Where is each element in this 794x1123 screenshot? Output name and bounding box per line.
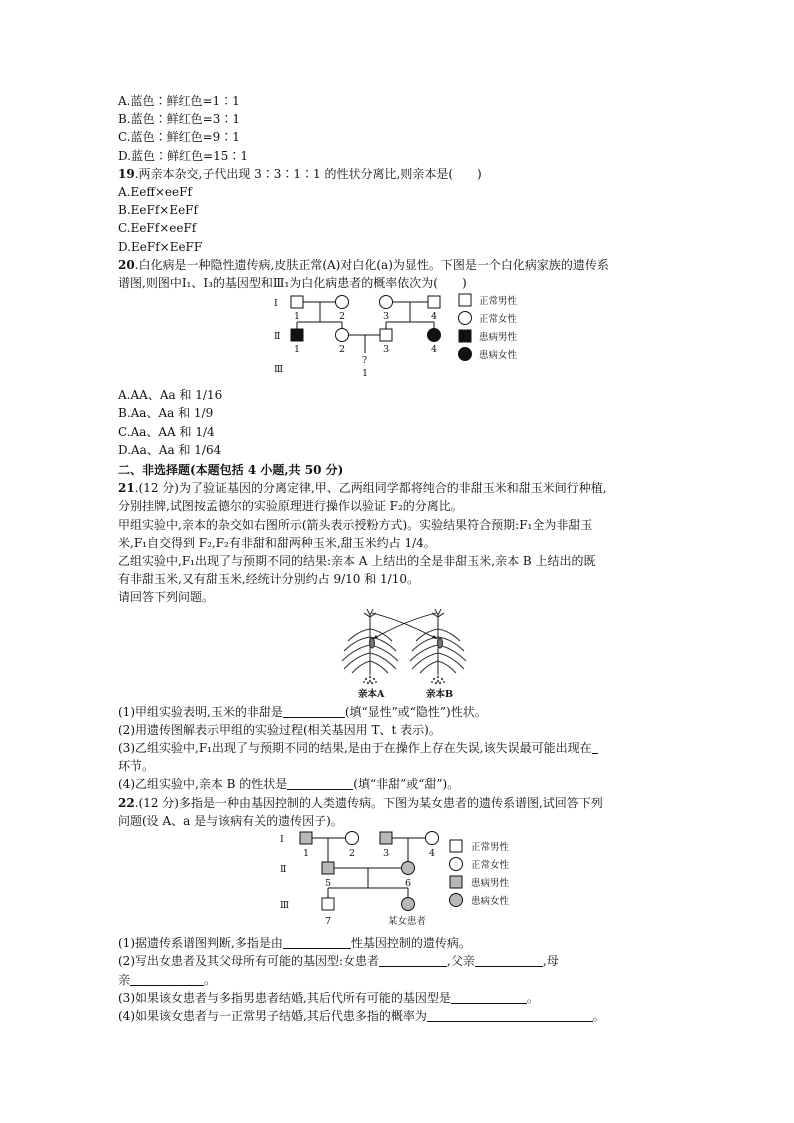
q22-patient-label: 某女患者: [388, 916, 427, 928]
q20-option-c: C.Aa、AA 和 1/4: [118, 424, 215, 439]
q20-legend-normal-male-symbol: [459, 294, 471, 306]
q20-ii-num-2: 2: [339, 344, 346, 356]
q19-stem-text: .两亲本杂交,子代出现 3∶3∶1∶1 的性状分离比,则亲本是( ): [134, 166, 482, 181]
q22-number: 22: [118, 795, 135, 810]
q22-sub1-text-b: 性基因控制的遗传病。: [350, 936, 471, 951]
q21-corn-svg: [338, 607, 478, 703]
q22-i-num-3: 3: [383, 848, 390, 860]
q20-legend-normal-female-symbol: [459, 312, 472, 325]
q22-iii7-normal-male: [322, 898, 334, 910]
q22-i2-normal-female: [346, 832, 359, 845]
q22-ii-num-5: 5: [325, 878, 332, 890]
q22-sub4-text-b: 。: [592, 1008, 605, 1023]
q21-line5: 乙组实验中,F₁出现了与预期不同的结果:亲本 A 上结出的全是非甜玉米,亲本 B 上结出的既: [118, 554, 596, 569]
q22-sub3-answer-blank[interactable]: [451, 991, 527, 1004]
q19-number: 19: [118, 166, 135, 181]
q22-pedigree-figure: [118, 830, 678, 934]
q19-option-a: A.Eeff×eeFf: [118, 185, 192, 200]
q21-sub2: (2)用遗传图解表示甲组的实验过程(相关基因用 T、t 表示)。: [118, 722, 441, 737]
q22-sub1-text-a: (1)据遗传系谱图判断,多指是由: [118, 936, 283, 951]
q18-option-c: C.蓝色∶鲜红色=9∶1: [118, 130, 240, 145]
q22-legend-normal-male-symbol: [450, 840, 462, 852]
q20-i2-normal-female: [336, 296, 349, 309]
q20-legend-affected-male: 患病男性: [479, 332, 518, 344]
q20-i1-normal-male: [291, 296, 303, 308]
parent-b-roots: [431, 675, 445, 683]
q22-sub4-text-a: (4)如果该女患者与一正常男子结婚,其后代患多指的概率为: [118, 1008, 427, 1023]
q20-ii-num-4: 4: [431, 344, 438, 356]
q22-legend-affected-female-symbol: [450, 894, 463, 907]
parent-a-plant: [342, 609, 398, 675]
q22-legend-normal-female-symbol: [450, 858, 463, 871]
q22-stem-text1: .(12 分)多指是一种由基因控制的人类遗传病。下图为某女患者的遗传系谱图,试回答下列: [134, 795, 603, 810]
q21-sub3-line2: 环节。: [118, 759, 155, 774]
q22-ii6-affected-female: [402, 862, 415, 875]
q22-i-num-2: 2: [349, 848, 356, 860]
q22-sub2-line2: [118, 971, 678, 989]
q22-i4-normal-female: [426, 832, 439, 845]
q18-option-b: B.蓝色∶鲜红色=3∶1: [118, 112, 240, 127]
pollination-arrows: [372, 613, 437, 639]
q20-gen-label-iii: Ⅲ: [274, 364, 284, 376]
q20-pedigree-svg: [270, 292, 570, 386]
q22-i3-affected-male: [380, 832, 392, 844]
q21-number: 21: [118, 481, 135, 496]
q21-line3: 甲组实验中,亲本的杂交如右图所示(箭头表示授粉方式)。实验结果符合预期:F₁全为非甜玉: [118, 517, 593, 532]
q21-sub1: [118, 703, 678, 721]
q20-legend-normal-male: 正常男性: [479, 296, 518, 308]
q22-ii-num-6: 6: [405, 878, 412, 890]
q18-option-a: A.蓝色∶鲜红色=1∶1: [118, 94, 240, 108]
q22-sub2-mother-blank[interactable]: [130, 973, 204, 986]
q20-ii1-affected-male: [291, 329, 303, 341]
q21-sub4: [118, 775, 678, 793]
q20-i4-normal-male: [428, 296, 440, 308]
q20-i-num-4: 4: [431, 311, 438, 323]
q21-sub1-text-a: (1)甲组实验表明,玉米的非甜是: [118, 704, 283, 719]
q20-option-b: B.Aa、Aa 和 1/9: [118, 406, 214, 421]
q21-sub3-line1: [118, 739, 678, 757]
q21-sub4-text-a: (4)乙组实验中,亲本 B 的性状是: [118, 777, 288, 792]
q21-sub1-answer-blank[interactable]: [283, 705, 345, 718]
q21-line1: [118, 479, 678, 497]
q22-sub2-text-b: ,父亲: [447, 954, 475, 969]
q20-ii3-normal-male: [380, 329, 392, 341]
q22-sub1-answer-blank[interactable]: [283, 936, 351, 949]
q20-ii-num-1: 1: [294, 344, 301, 356]
q20-pedigree-figure: [118, 292, 678, 386]
q21-corn-figure: [118, 607, 678, 703]
q20-gen-label-ii: Ⅱ: [274, 331, 281, 343]
q20-option-a: A.AA、Aa 和 1/16: [118, 388, 223, 403]
q22-gen-label-ii: Ⅱ: [280, 864, 287, 876]
q20-i-num-2: 2: [339, 311, 346, 323]
parent-a-label: 亲本A: [358, 688, 385, 700]
q20-option-d: D.Aa、Aa 和 1/64: [118, 442, 222, 457]
q20-legend-normal-female: 正常女性: [479, 314, 518, 326]
q21-line2: 分别挂牌,试图按孟德尔的实验原理进行操作以验证 F₂的分离比。: [118, 499, 463, 514]
q22-i1-affected-male: [300, 832, 312, 844]
q22-sub2-patient-blank[interactable]: [379, 954, 447, 967]
q22-i-num-1: 1: [303, 848, 310, 860]
q19-stem: [118, 165, 678, 183]
q21-line7: 请回答下列问题。: [118, 590, 215, 605]
q21-line4: 米,F₁自交得到 F₂,F₂有非甜和甜两种玉米,甜玉米约占 1/4。: [118, 535, 436, 550]
q22-gen-label-iii: Ⅲ: [280, 900, 290, 912]
q20-ii4-affected-female: [428, 329, 441, 342]
q22-gen-label-i: Ⅰ: [280, 834, 284, 846]
q20-i3-normal-female: [380, 296, 393, 309]
q20-legend-affected-female-symbol: [459, 348, 472, 361]
q20-legend-affected-female: 患病女性: [479, 350, 518, 362]
q22-legend-affected-female: 患病女性: [471, 896, 510, 908]
q19-option-c: C.EeFf×eeFf: [118, 221, 197, 236]
q22-iii-num-7: 7: [325, 916, 332, 928]
q22-stem-line1: [118, 794, 678, 812]
q21-sub3-text-a: (3)乙组实验中,F₁出现了与预期不同的结果,是由于在操作上存在失误,该失误最可能出现在: [118, 741, 592, 756]
q21-sub4-answer-blank[interactable]: [287, 777, 353, 790]
q22-legend-normal-male: 正常男性: [471, 842, 510, 854]
q21-line6: 有非甜玉米,又有甜玉米,经统计分别约占 9/10 和 1/10。: [118, 572, 419, 587]
q20-legend-affected-male-symbol: [459, 330, 471, 342]
q22-pedigree-svg: [268, 830, 588, 934]
q20-ii2-normal-female: [336, 329, 349, 342]
q22-sub2-father-blank[interactable]: [475, 954, 543, 967]
q20-ii-num-3: 3: [383, 344, 390, 356]
q22-sub4-answer-blank[interactable]: [427, 1009, 593, 1022]
parent-b-label: 亲本B: [426, 688, 454, 700]
q21-sub4-text-b: (填“非甜”或“甜”)。: [353, 777, 460, 792]
q22-sub2-text-d: 亲: [118, 972, 131, 987]
q22-stem-line2: 问题(设 A、a 是与该病有关的遗传因子)。: [118, 813, 343, 828]
q22-sub3-text-a: (3)如果该女患者与多指男患者结婚,其后代所有可能的基因型是: [118, 990, 451, 1005]
q20-iii-num-1: 1: [362, 368, 369, 380]
q20-stem-line2: 谱图,则图中Ⅰ₁、Ⅰ₃的基因型和Ⅲ₁为白化病患者的概率依次为( ): [118, 276, 467, 291]
q20-i-num-3: 3: [383, 311, 390, 323]
q22-legend-affected-male: 患病男性: [471, 878, 510, 890]
q22-sub3: [118, 989, 678, 1007]
q20-iii-question-mark: ?: [362, 355, 368, 367]
q22-iii-female-patient: [402, 898, 415, 911]
q22-legend-affected-male-symbol: [450, 876, 462, 888]
q22-sub4: [118, 1007, 678, 1025]
q20-stem-line1: [118, 256, 678, 274]
q22-sub3-text-b: 。: [526, 990, 539, 1005]
q19-option-d: D.EeFf×EeFF: [118, 239, 203, 254]
q22-legend-normal-female: 正常女性: [471, 860, 510, 872]
q21-sub1-text-b: (填“显性”或“隐性”)性状。: [344, 704, 487, 719]
q21-sub3-answer-blank[interactable]: [592, 741, 598, 754]
q22-sub2-text-a: (2)写出女患者及其父母所有可能的基因型:女患者: [118, 954, 380, 969]
parent-a-roots: [363, 675, 377, 683]
q20-gen-label-i: Ⅰ: [274, 298, 278, 310]
q20-i-num-1: 1: [294, 311, 301, 323]
q22-sub2-text-c: ,母: [542, 954, 559, 969]
q20-number: 20: [118, 257, 135, 272]
q22-i-num-4: 4: [429, 848, 436, 860]
q20-stem-text1: .白化病是一种隐性遗传病,皮肤正常(A)对白化(a)为显性。下图是一个白化病家族的遗传系: [134, 257, 609, 272]
parent-b-plant: [410, 609, 466, 675]
q18-option-d: D.蓝色∶鲜红色=15∶1: [118, 148, 248, 163]
section-2-heading: 二、非选择题(本题包括 4 小题,共 50 分): [118, 463, 344, 478]
q19-option-b: B.EeFf×EeFf: [118, 203, 198, 218]
q22-sub2-text-e: 。: [204, 972, 217, 987]
q22-ii5-affected-male: [322, 862, 334, 874]
q22-sub2-line1: [118, 952, 678, 970]
q22-sub1: [118, 934, 678, 952]
exam-page: [118, 92, 678, 1025]
q21-line1-text: .(12 分)为了验证基因的分离定律,甲、乙两组同学都将纯合的非甜玉米和甜玉米间行种植,: [134, 481, 607, 496]
